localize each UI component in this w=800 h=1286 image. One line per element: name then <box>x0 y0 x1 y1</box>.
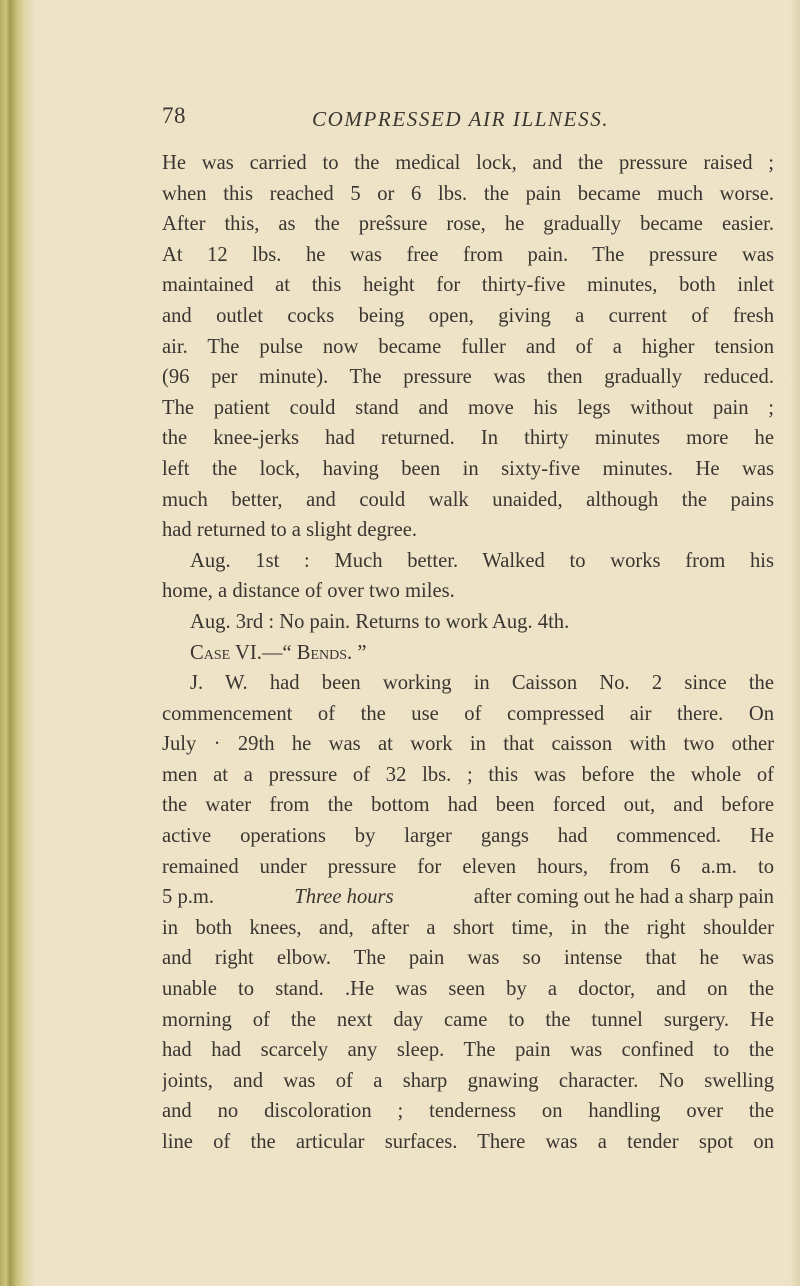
text-line: left the lock, having been in sixty-five minutes. He was <box>162 457 774 480</box>
text-line: Aug. 3rd : No pain. Returns to work Aug. 4th. <box>190 610 570 633</box>
text-line: line of the articular surfaces. There was a tender spot on <box>162 1131 774 1153</box>
text-line: commencement of the use of compressed air there. On <box>162 702 774 725</box>
text-line: active operations by larger gangs had commenced. He <box>162 825 774 848</box>
page-right-edge <box>790 0 800 1286</box>
text-line: home, a distance of over two miles. <box>162 580 455 603</box>
text-line: the water from the bottom had been forced out, and before <box>162 794 774 817</box>
text-line: much better, and could walk unaided, although the pains <box>162 488 774 511</box>
text-line: J. W. had been working in Caisson No. 2 since the <box>190 672 774 695</box>
text-line: July · 29th he was at work in that caisson with two other <box>162 733 774 756</box>
text-line: and right elbow. The pain was so intense that he was <box>162 947 774 970</box>
text-line: had returned to a slight degree. <box>162 519 418 542</box>
text-line: and no discoloration ; tenderness on handling over the <box>162 1100 774 1123</box>
text-line: After this, as the preŝsure rose, he gradually became easier. <box>162 213 774 236</box>
text-line: when this reached 5 or 6 lbs. the pain became much worse. <box>162 182 774 205</box>
page-number: 78 <box>162 103 186 128</box>
text-segment: after coming out he had a sharp pain <box>473 886 774 909</box>
body-text <box>162 148 774 1158</box>
text-line: men at a pressure of 32 lbs. ; this was before the whole of <box>162 763 774 786</box>
book-page <box>34 0 790 1286</box>
text-line: The patient could stand and move his legs without pain ; <box>162 396 774 419</box>
text-line: in both knees, and, after a short time, in the right shoulder <box>162 916 774 939</box>
text-line: morning of the next day came to the tunnel surgery. He <box>162 1008 774 1031</box>
text-line: He was carried to the medical lock, and the pressure raised ; <box>162 152 774 174</box>
text-line: joints, and was of a sharp gnawing character. No swelling <box>162 1069 774 1092</box>
case-heading: Case VI.—“ Bends. ” <box>190 641 367 664</box>
running-head: COMPRESSED AIR ILLNESS. <box>312 107 610 131</box>
text-line: and outlet cocks being open, giving a current of fresh <box>162 304 774 327</box>
page-header <box>162 103 722 139</box>
text-line: the knee-jerks had returned. In thirty minutes more he <box>162 427 774 450</box>
text-line: had had scarcely any sleep. The pain was confined to the <box>162 1039 774 1062</box>
text-line-mixed <box>162 882 774 913</box>
text-line: (96 per minute). The pressure was then gradually reduced. <box>162 366 774 389</box>
page-binding-edge <box>0 0 34 1286</box>
text-line: remained under pressure for eleven hours, from 6 a.m. to <box>162 855 774 878</box>
text-line: unable to stand. .He was seen by a doctor, and on the <box>162 978 774 1001</box>
text-segment: 5 p.m. <box>162 886 215 909</box>
italic-emphasis: Three hours <box>294 886 394 909</box>
text-line: maintained at this height for thirty-five minutes, both inlet <box>162 274 774 297</box>
text-line: Aug. 1st : Much better. Walked to works from his <box>190 549 774 572</box>
text-line: air. The pulse now became fuller and of a higher tension <box>162 335 774 358</box>
text-line: At 12 lbs. he was free from pain. The pressure was <box>162 243 774 266</box>
